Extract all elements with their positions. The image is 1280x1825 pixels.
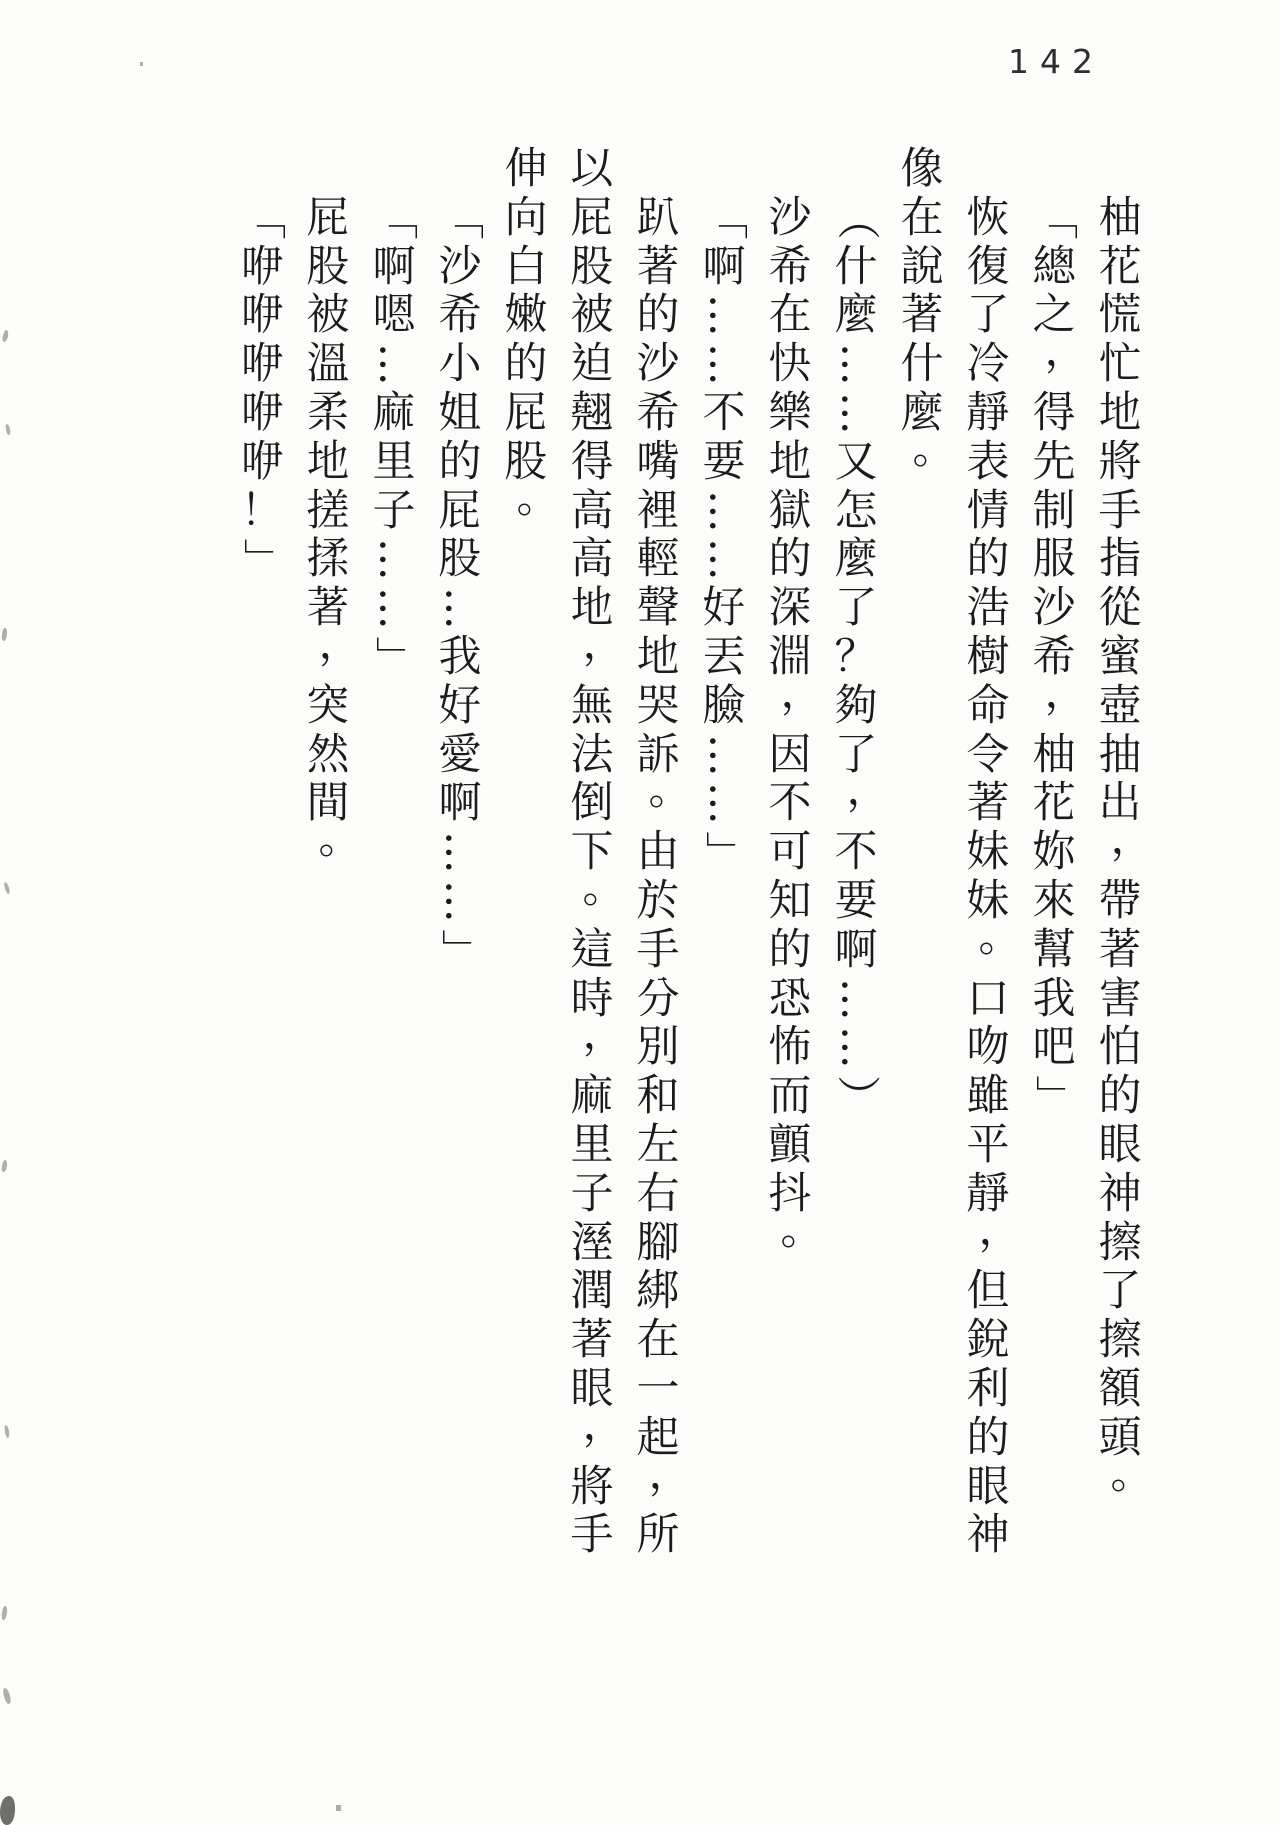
glyph: 樂 [768, 387, 812, 438]
indent-spacer [834, 145, 878, 194]
glyph: 里 [570, 1119, 614, 1170]
glyph: 吧 [1032, 1022, 1076, 1073]
glyph: 著 [306, 583, 350, 634]
glyph: 聲 [636, 583, 680, 634]
glyph: … [699, 733, 750, 777]
glyph: 花 [1032, 778, 1076, 829]
glyph: 將 [1098, 436, 1142, 487]
glyph: 靜 [966, 387, 1010, 438]
text-column [435, 145, 486, 975]
glyph: 地 [306, 436, 350, 487]
glyph: 柚 [1098, 192, 1142, 243]
glyph: 可 [768, 827, 812, 878]
glyph: 被 [570, 290, 614, 341]
glyph: 麼 [834, 290, 878, 341]
indent-spacer [306, 145, 350, 194]
glyph: … [369, 587, 420, 631]
glyph: ， [582, 1009, 626, 1060]
glyph: 著 [966, 778, 1010, 829]
glyph: 時 [570, 973, 614, 1024]
glyph: 咿 [240, 436, 284, 487]
glyph: 的 [768, 534, 812, 585]
glyph: 了 [966, 290, 1010, 341]
glyph: 淵 [768, 631, 812, 682]
glyph: 知 [768, 875, 812, 926]
glyph: 了 [834, 729, 878, 780]
glyph: 股 [570, 241, 614, 292]
glyph: 姐 [438, 387, 482, 438]
glyph: … [831, 391, 882, 435]
glyph: 妹 [966, 875, 1010, 926]
glyph: 恢 [966, 192, 1010, 243]
glyph: 額 [1098, 1363, 1142, 1414]
glyph: 靜 [966, 1168, 1010, 1219]
glyph: 在 [768, 290, 812, 341]
glyph: 。 [978, 911, 1022, 962]
text-column [570, 144, 626, 1561]
glyph: 屁 [438, 485, 482, 536]
glyph: 別 [636, 1022, 680, 1073]
glyph: 潤 [570, 1266, 614, 1317]
glyph: 不 [768, 778, 812, 829]
glyph: … [369, 538, 420, 582]
glyph: 啊 [438, 778, 482, 829]
glyph: ， [582, 618, 626, 669]
glyph: 法 [570, 729, 614, 780]
indent-spacer [966, 145, 1010, 194]
glyph: 從 [1098, 583, 1142, 634]
glyph: 不 [834, 827, 878, 878]
glyph: 伸 [504, 144, 548, 194]
glyph: 「 [237, 196, 288, 240]
glyph: 眼 [1098, 1119, 1142, 1170]
glyph: 屁 [570, 192, 614, 243]
glyph: 。 [582, 862, 626, 913]
glyph: 」 [237, 538, 288, 582]
glyph: 所 [636, 1510, 680, 1561]
glyph: 擦 [1098, 1315, 1142, 1366]
indent-spacer [636, 145, 680, 194]
glyph: 著 [900, 290, 944, 341]
glyph: 溼 [570, 1217, 614, 1268]
glyph: 忙 [1098, 339, 1142, 390]
glyph: 麻 [372, 387, 416, 438]
glyph: … [831, 343, 882, 387]
glyph: ， [318, 618, 362, 669]
glyph: 訴 [636, 729, 680, 780]
glyph: 柔 [306, 387, 350, 438]
glyph: ， [648, 1448, 692, 1499]
glyph: 的 [636, 290, 680, 341]
glyph: 地 [636, 631, 680, 682]
glyph: 趴 [636, 192, 680, 243]
glyph: 情 [966, 485, 1010, 536]
glyph: 深 [768, 583, 812, 634]
glyph: … [831, 977, 882, 1021]
glyph: 來 [1032, 875, 1076, 926]
glyph: 子 [372, 485, 416, 536]
glyph: 麼 [900, 387, 944, 438]
indent-spacer [372, 145, 416, 194]
glyph: 表 [966, 436, 1010, 487]
glyph: 妳 [1032, 827, 1076, 878]
glyph: 擦 [1098, 1217, 1142, 1268]
glyph: 間 [306, 778, 350, 829]
glyph: 」 [1029, 1075, 1080, 1119]
glyph: 子 [570, 1168, 614, 1219]
glyph: 里 [372, 436, 416, 487]
glyph: 帶 [1098, 875, 1142, 926]
glyph: 神 [1098, 1168, 1142, 1219]
glyph: 柚 [1032, 729, 1076, 780]
glyph: ， [1110, 814, 1154, 865]
glyph: 然 [306, 729, 350, 780]
glyph: 「 [699, 196, 750, 240]
glyph: 咿 [240, 339, 284, 390]
glyph: 什 [834, 241, 878, 292]
text-column [900, 144, 956, 487]
glyph: 眼 [966, 1461, 1010, 1512]
glyph: 腳 [636, 1217, 680, 1268]
glyph: 花 [1098, 241, 1142, 292]
glyph: 嗯 [372, 290, 416, 341]
glyph: 突 [306, 680, 350, 731]
glyph: 臉 [702, 680, 746, 731]
glyph: 高 [570, 534, 614, 585]
glyph: 希 [438, 290, 482, 341]
glyph: 嫩 [504, 290, 548, 341]
text-column [699, 145, 750, 877]
glyph: 小 [438, 339, 482, 390]
glyph: 希 [1032, 631, 1076, 682]
glyph: 揉 [306, 534, 350, 585]
glyph: ， [1044, 326, 1088, 377]
indent-spacer [1098, 145, 1142, 194]
glyph: 復 [966, 241, 1010, 292]
glyph: 希 [636, 387, 680, 438]
glyph: 指 [1098, 534, 1142, 585]
glyph: 得 [1032, 387, 1076, 438]
glyph: … [831, 1026, 882, 1070]
glyph: … [699, 782, 750, 826]
glyph: 幫 [1032, 924, 1076, 975]
text-column [966, 145, 1022, 1561]
glyph: 吻 [966, 1022, 1010, 1073]
text-column [369, 145, 420, 682]
glyph: 嘴 [636, 436, 680, 487]
glyph: 起 [636, 1412, 680, 1463]
glyph: 抖 [768, 1168, 812, 1219]
glyph: 先 [1032, 436, 1076, 487]
glyph: ） [831, 1075, 882, 1119]
glyph: 。 [780, 1204, 824, 1255]
glyph: 以 [570, 144, 614, 194]
text-column [636, 145, 692, 1561]
glyph: 股 [306, 241, 350, 292]
glyph: 要 [834, 875, 878, 926]
glyph: 下 [570, 827, 614, 878]
glyph: 恐 [768, 973, 812, 1024]
glyph: ！ [240, 485, 284, 536]
glyph: … [435, 587, 486, 631]
glyph: 總 [1032, 241, 1076, 292]
glyph: 地 [768, 436, 812, 487]
glyph: 獄 [768, 485, 812, 536]
glyph: 著 [570, 1315, 614, 1366]
glyph: ？ [834, 631, 878, 682]
glyph: 的 [504, 339, 548, 390]
glyph: 一 [636, 1363, 680, 1414]
glyph: 冷 [966, 339, 1010, 390]
glyph: 」 [699, 831, 750, 875]
glyph: 麼 [834, 534, 878, 585]
glyph: 。 [318, 814, 362, 865]
glyph: 了 [834, 583, 878, 634]
glyph: ， [978, 1204, 1022, 1255]
glyph: 高 [570, 485, 614, 536]
glyph: 。 [516, 472, 560, 523]
glyph: 口 [966, 973, 1010, 1024]
glyph: 地 [570, 583, 614, 634]
glyph: … [699, 538, 750, 582]
glyph: 又 [834, 436, 878, 487]
glyph: 了 [1098, 1266, 1142, 1317]
glyph: 咿 [240, 290, 284, 341]
glyph: 說 [900, 241, 944, 292]
glyph: 在 [636, 1315, 680, 1366]
glyph: 樹 [966, 631, 1010, 682]
glyph: ， [1044, 667, 1088, 718]
glyph: ， [582, 1399, 626, 1450]
glyph: 抽 [1098, 729, 1142, 780]
glyph: 壺 [1098, 680, 1142, 731]
glyph: 綁 [636, 1266, 680, 1317]
scan-artifact [140, 62, 143, 66]
text-column [1098, 145, 1154, 1511]
glyph: 裡 [636, 485, 680, 536]
text-column [306, 145, 362, 877]
glyph: 怕 [1098, 1022, 1142, 1073]
glyph: 「 [369, 196, 420, 240]
glyph: 啊 [372, 241, 416, 292]
glyph: 手 [570, 1510, 614, 1561]
glyph: 而 [768, 1071, 812, 1122]
glyph: （ [831, 196, 882, 240]
text-column [1029, 145, 1088, 1121]
glyph: 我 [438, 631, 482, 682]
glyph: 無 [570, 680, 614, 731]
glyph: 的 [966, 1412, 1010, 1463]
glyph: 快 [768, 339, 812, 390]
glyph: 沙 [438, 241, 482, 292]
glyph: 麻 [570, 1071, 614, 1122]
glyph: 害 [1098, 973, 1142, 1024]
glyph: 因 [768, 729, 812, 780]
glyph: … [699, 489, 750, 533]
glyph: … [435, 831, 486, 875]
glyph: 屁 [306, 192, 350, 243]
glyph: 哭 [636, 680, 680, 731]
glyph: 被 [306, 290, 350, 341]
glyph: 得 [570, 436, 614, 487]
glyph: 在 [900, 192, 944, 243]
glyph: 希 [768, 241, 812, 292]
glyph: 顫 [768, 1119, 812, 1170]
glyph: 沙 [636, 339, 680, 390]
glyph: 銳 [966, 1315, 1010, 1366]
glyph: 服 [1032, 534, 1076, 585]
indent-spacer [1032, 145, 1076, 194]
glyph: 雖 [966, 1071, 1010, 1122]
glyph: 好 [438, 680, 482, 731]
glyph: ， [780, 667, 824, 718]
glyph: 制 [1032, 485, 1076, 536]
glyph: 我 [1032, 973, 1076, 1024]
glyph: 咿 [240, 241, 284, 292]
glyph: 手 [1098, 485, 1142, 536]
glyph: 由 [636, 827, 680, 878]
glyph: 「 [435, 196, 486, 240]
glyph: 。 [1110, 1448, 1154, 1499]
glyph: 的 [1098, 1071, 1142, 1122]
text-column [768, 145, 824, 1267]
glyph: 迫 [570, 339, 614, 390]
glyph: 愛 [438, 729, 482, 780]
glyph: 夠 [834, 680, 878, 731]
glyph: 翹 [570, 387, 614, 438]
glyph: 」 [435, 928, 486, 972]
glyph: 好 [702, 583, 746, 634]
glyph: 向 [504, 192, 548, 243]
glyph: 著 [636, 241, 680, 292]
glyph: 股 [504, 436, 548, 487]
glyph: 不 [702, 387, 746, 438]
glyph: 的 [768, 924, 812, 975]
glyph: 著 [1098, 924, 1142, 975]
glyph: 眼 [570, 1363, 614, 1414]
glyph: 利 [966, 1363, 1010, 1414]
glyph: 股 [438, 534, 482, 585]
glyph: 但 [966, 1266, 1010, 1317]
glyph: 右 [636, 1168, 680, 1219]
glyph: 屁 [504, 387, 548, 438]
glyph: … [435, 879, 486, 923]
glyph: 」 [369, 635, 420, 679]
glyph: 倒 [570, 778, 614, 829]
glyph: 丟 [702, 631, 746, 682]
glyph: 左 [636, 1119, 680, 1170]
glyph: 輕 [636, 534, 680, 585]
glyph: 之 [1032, 290, 1076, 341]
glyph: 令 [966, 729, 1010, 780]
glyph: 地 [1098, 387, 1142, 438]
glyph: 啊 [702, 241, 746, 292]
glyph: … [369, 343, 420, 387]
glyph: 沙 [1032, 583, 1076, 634]
glyph: 。 [912, 423, 956, 474]
glyph: 要 [702, 436, 746, 487]
text-column [237, 145, 288, 584]
glyph: 溫 [306, 339, 350, 390]
glyph: 命 [966, 680, 1010, 731]
glyph: 頭 [1098, 1412, 1142, 1463]
glyph: 什 [900, 339, 944, 390]
indent-spacer [768, 145, 812, 194]
scan-artifact [336, 1805, 341, 1811]
glyph: 於 [636, 875, 680, 926]
glyph: 白 [504, 241, 548, 292]
glyph: ， [846, 765, 890, 816]
glyph: 搓 [306, 485, 350, 536]
glyph: 沙 [768, 192, 812, 243]
glyph: 和 [636, 1071, 680, 1122]
glyph: 「 [1029, 196, 1080, 240]
glyph: 神 [966, 1510, 1010, 1561]
glyph: 。 [648, 765, 692, 816]
glyph: 出 [1098, 778, 1142, 829]
indent-spacer [240, 145, 284, 194]
glyph: 平 [966, 1119, 1010, 1170]
glyph: 的 [966, 534, 1010, 585]
indent-spacer [438, 145, 482, 194]
glyph: 這 [570, 924, 614, 975]
glyph: 分 [636, 973, 680, 1024]
glyph: 怎 [834, 485, 878, 536]
glyph: 像 [900, 144, 944, 194]
glyph: 妹 [966, 827, 1010, 878]
text-column [504, 144, 560, 535]
glyph: 啊 [834, 924, 878, 975]
indent-spacer [702, 145, 746, 194]
glyph: 將 [570, 1461, 614, 1512]
glyph: 手 [636, 924, 680, 975]
glyph: 怖 [768, 1022, 812, 1073]
glyph: 慌 [1098, 290, 1142, 341]
glyph: … [699, 294, 750, 338]
glyph: … [699, 343, 750, 387]
glyph: 浩 [966, 583, 1010, 634]
glyph: 的 [438, 436, 482, 487]
glyph: 蜜 [1098, 631, 1142, 682]
page-number: 142 [1008, 42, 1104, 81]
text-column [831, 145, 890, 1121]
glyph: 咿 [240, 387, 284, 438]
